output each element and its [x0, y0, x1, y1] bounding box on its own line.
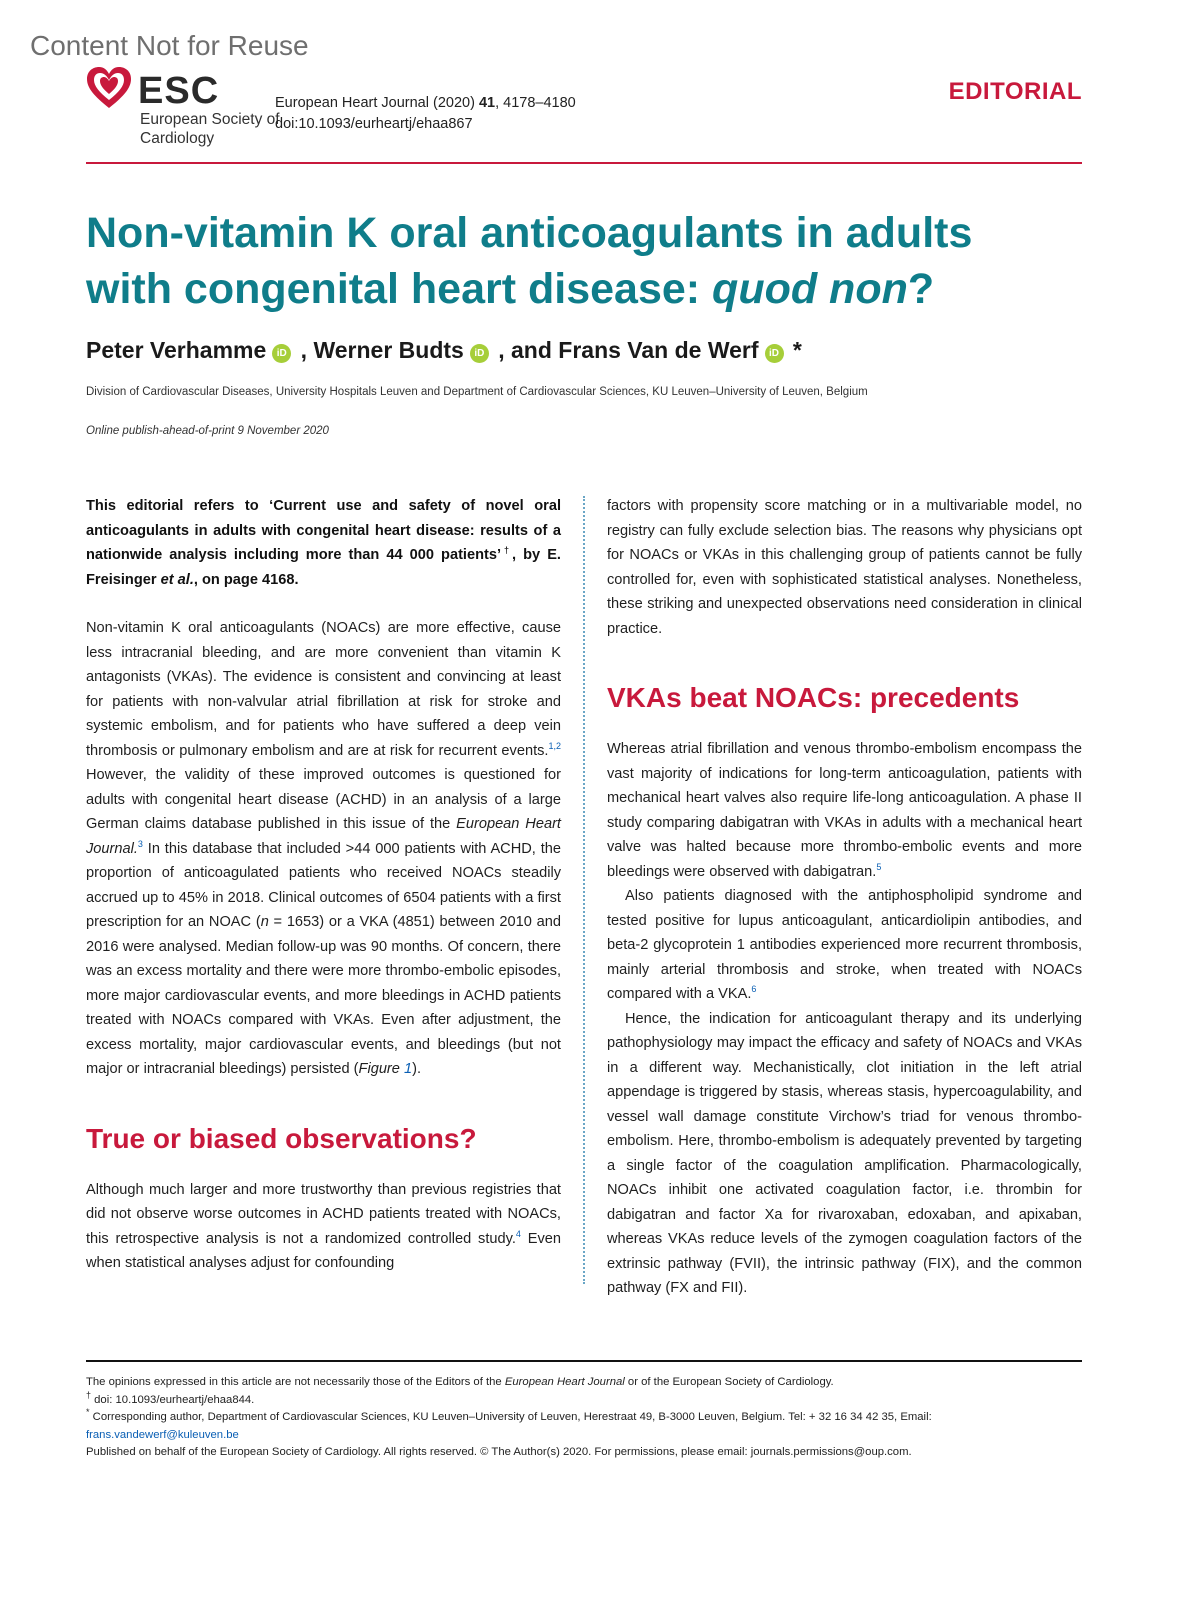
author-budts[interactable]: , Werner Budts	[294, 337, 464, 363]
esc-logo-text: ESC	[138, 70, 220, 112]
paragraph: Although much larger and more trustworthy than previous registries that did not observe worse outcomes in ACHD patients treated with NOACs, this retrospective analysis is not a randomized controlled study.$^4$ Even when statistical analyses adjust for confounding	[86, 1181, 561, 1271]
footnotes	[86, 1374, 1082, 1462]
footnote-disclaimer: The opinions expressed in this article are not necessarily those of the Editors of the European Heart Journal or of the European Society of Cardiology.	[86, 1376, 834, 1388]
journal-citation: European Heart Journal (2020) 41, 4178–4180 doi:10.1093/eurheartj/ehaa867	[275, 93, 576, 135]
orcid-icon[interactable]: iD	[272, 344, 291, 363]
header-divider	[86, 162, 1082, 164]
right-column	[607, 494, 1082, 1301]
column-divider	[583, 496, 585, 1284]
author-list	[86, 337, 802, 364]
author-verhamme[interactable]: Peter Verhamme	[86, 337, 267, 363]
esc-heart-logo-icon	[86, 66, 132, 110]
citation-link[interactable]: 4	[515, 1228, 521, 1239]
article-doi[interactable]: doi:10.1093/eurheartj/ehaa867	[275, 116, 473, 132]
paragraph: Whereas atrial fibrillation and venous thrombo-embolism encompass the vast majority of indications for long-term anticoagulation, patients with mechanical heart valves also require life-long anticoagulation. A phase II study comparing dabigatran with VKAs in adults with a mechanical heart valve was halted because more thrombo-embolic events and more bleedings were observed with dabigatran.$^5$	[607, 741, 1082, 880]
publish-date: Online publish-ahead-of-print 9 November 2020	[86, 425, 329, 437]
citation-link[interactable]: 5	[876, 861, 882, 872]
paragraph: factors with propensity score matching or in a multivariable model, no registry can fully exclude selection bias. The reasons why physicians opt for NOACs or VKAs in this challenging group of patients cannot be fully controlled for, even with sophisticated statistical analyses. Nonetheless, these striking and unexpected observations need consideration in clinical practice.	[607, 498, 1082, 637]
left-column	[86, 494, 561, 1276]
citation-link[interactable]: 6	[751, 984, 757, 995]
orcid-icon[interactable]: iD	[765, 344, 784, 363]
author-email-link[interactable]: frans.vandewerf@kuleuven.be	[86, 1428, 239, 1441]
footnote-doi: † doi: 10.1093/eurheartj/ehaa844.	[86, 1389, 255, 1406]
citation-link[interactable]: 1,2	[548, 740, 561, 751]
paragraph: Also patients diagnosed with the antiphospholipid syndrome and tested positive for lupus anticoagulant, anticardiolipin antibodies, and beta-2 glycoprotein 1 antibodies experienced more recurrent thrombosis, mainly arterial thrombosis and stroke, when treated with NOACs compared with a VKA.$^6$	[607, 888, 1082, 1002]
editorial-reference: This editorial refers to ‘Current use and safety of novel oral anticoagulants in adults with congenital heart disease: results of a nationwide analysis including more than 44 000 patients’†, by E. Freisinger et al., on page 4168.	[86, 498, 561, 588]
figure-link[interactable]: Figure 1	[358, 1061, 413, 1077]
section-heading-vkas-beat-noacs: VKAs beat NOACs: precedents	[607, 682, 1020, 713]
paragraph: Non-vitamin K oral anticoagulants (NOACs) are more effective, cause less intracranial bleeding, and are more convenient than vitamin K antagonists (VKAs). The evidence is consistent and convincing at least for patients with non-valvular atrial fibrillation at risk for stroke and systemic embolism, and for patients who have suffered a deep vein thrombosis or pulmonary embolism and are at risk for recurrent events.$^{1,2}$ However, the validity of these improved outcomes is questioned for adults with congenital heart disease (ACHD) in an analysis of a large German claims database published in this issue of the European Heart Journal.$^3$ In this database that included >44 000 patients with ACHD, the proportion of anticoagulated patients who received NOACs steadily accrued up to 45% in 2018. Clinical outcomes of 6504 patients with a first prescription for an NOAC (n = 1653) or a VKA (4851) between 2010 and 2016 were analysed. Median follow-up was 90 months. Of concern, there was an excess mortality and there were more thrombo-embolic episodes, more major cardiovascular events, and more bleedings in ACHD patients treated with NOACs compared with VKAs. Even after adjustment, the excess mortality, major cardiovascular events, and bleedings (but not major or intracranial bleedings) persisted (Figure 1).	[86, 620, 561, 1077]
footnote-divider	[86, 1360, 1082, 1362]
affiliation: Division of Cardiovascular Diseases, University Hospitals Leuven and Department of Cardiovascular Sciences, KU Leuven–University of Leuven, Belgium	[86, 386, 868, 398]
paragraph: Hence, the indication for anticoagulant therapy and its underlying pathophysiology may impact the efficacy and safety of NOACs and VKAs in a different way. Mechanistically, clot initiation in the left atrial appendage is triggered by stasis, whereas stasis, hypercoagulability, and vessel wall damage constitute Virchow’s triad for venous thrombo-embolism. Here, thrombo-embolism is adequately prevented by targeting a single factor of the coagulation amplification. Pharmacologically, NOACs inhibit one activated coagulation factor, i.e. thrombin for dabigatran and factor Xa for rivaroxaban, edoxaban, and apixaban, whereas VKAs reduce levels of the zymogen coagulation factors of the extrinsic pathway (FVII), the intrinsic pathway (FIX), and the common pathway (FX and FII).	[607, 1010, 1082, 1296]
section-label: EDITORIAL	[948, 78, 1082, 105]
esc-logo-subtitle: European Society of Cardiology	[140, 111, 280, 147]
citation-link[interactable]: 3	[137, 838, 143, 849]
section-heading-true-or-biased: True or biased observations?	[86, 1122, 477, 1154]
watermark-text: Content Not for Reuse	[30, 30, 309, 61]
corresponding-mark: *	[786, 337, 802, 363]
footnote-copyright: Published on behalf of the European Society of Cardiology. All rights reserved. © The Author(s) 2020. For permissions, please email: journals.permissions@oup.com.	[86, 1446, 912, 1458]
article-title: Non-vitamin K oral anticoagulants in adults with congenital heart disease: quod non?	[86, 209, 973, 313]
footnote-corresponding: * Corresponding author, Department of Cardiovascular Sciences, KU Leuven–University of Leuven, Herestraat 49, B-3000 Leuven, Belgium. Tel: + 32 16 34 42 35, Email: frans.vandewerf@kuleuven.be	[86, 1407, 932, 1441]
orcid-icon[interactable]: iD	[470, 344, 489, 363]
author-van-de-werf[interactable]: , and Frans Van de Werf	[491, 337, 759, 363]
